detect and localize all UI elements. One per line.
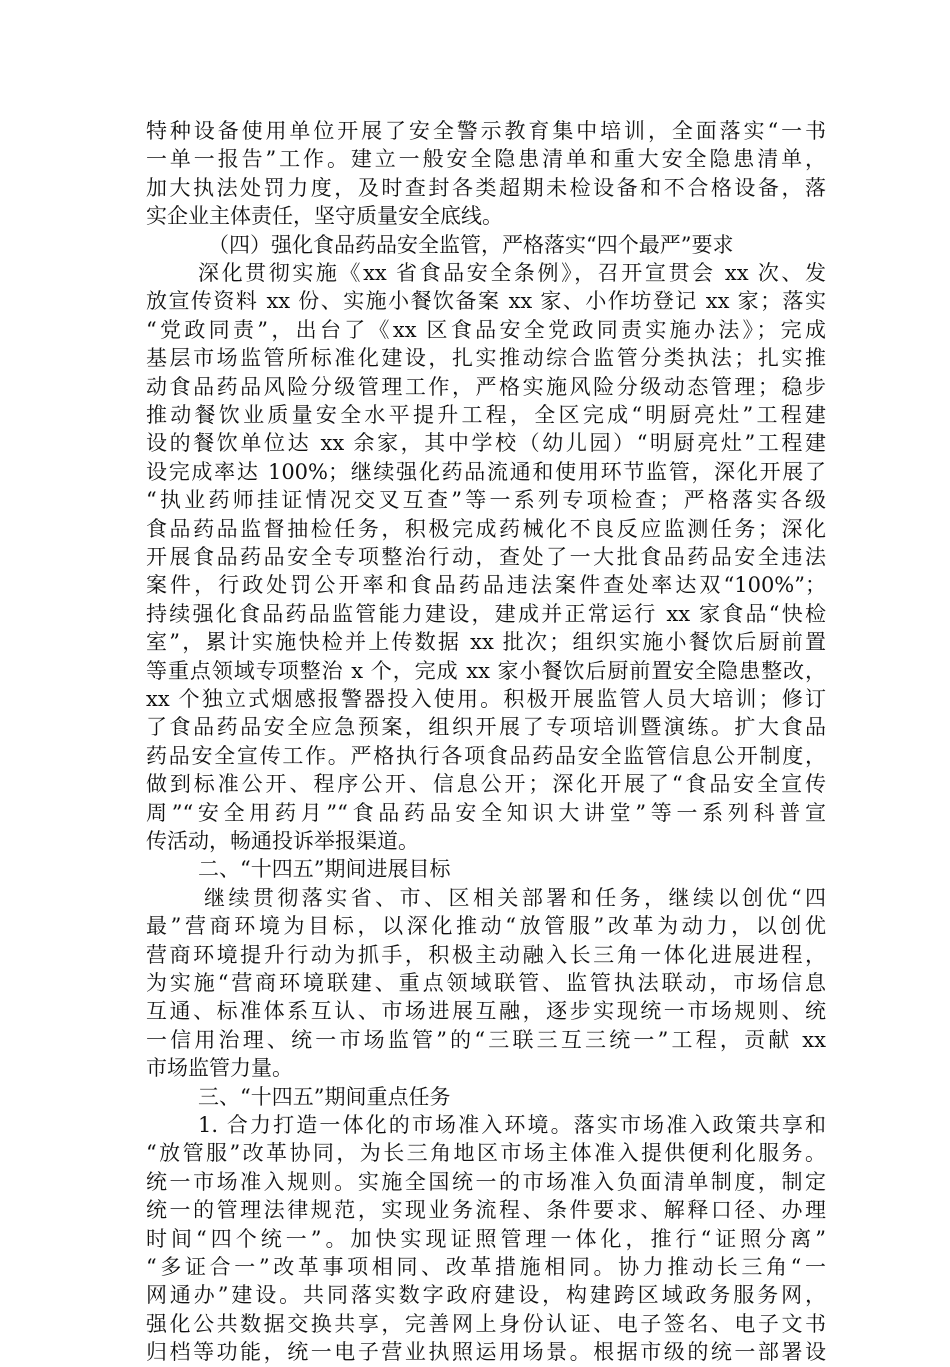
text-line: 归档等功能，统一电子营业执照运用场景。根据市级的统一部署设 bbox=[146, 1340, 826, 1364]
text-line: 食品药品监督抽检任务，积极完成药械化不良反应监测任务；深化 bbox=[146, 517, 826, 541]
section-heading: （四）强化食品药品安全监管，严格落实“四个最严”要求 bbox=[208, 233, 734, 257]
text-line: “多证合一”改革事项相同、改革措施相同。协力推动长三角“一 bbox=[146, 1255, 826, 1279]
text-line: 时间“四个统一”。加快实现证照管理一体化，推行“证照分离” bbox=[146, 1227, 826, 1251]
text-line: 放宣传资料 xx 份、实施小餐饮备案 xx 家、小作坊登记 xx 家；落实 bbox=[146, 289, 826, 313]
text-line: 营商环境提升行动为抓手，积极主动融入长三角一体化进展进程， bbox=[146, 943, 826, 967]
text-line: 等重点领域专项整治 x 个，完成 xx 家小餐饮后厨前置安全隐患整改， bbox=[146, 659, 826, 683]
text-line: 加大执法处罚力度，及时查封各类超期未检设备和不合格设备，落 bbox=[146, 176, 826, 200]
text-line: 实企业主体责任，坚守质量安全底线。 bbox=[146, 204, 503, 228]
text-line: 1. 合力打造一体化的市场准入环境。落实市场准入政策共享和 bbox=[198, 1113, 826, 1137]
text-line: 做到标准公开、程序公开、信息公开；深化开展了“食品安全宣传 bbox=[146, 772, 826, 796]
text-line: 统一市场准入规则。实施全国统一的市场准入负面清单制度，制定 bbox=[146, 1170, 826, 1194]
section-heading: 三、“十四五”期间重点任务 bbox=[198, 1085, 451, 1109]
text-line: 了食品药品安全应急预案，组织开展了专项培训暨演练。扩大食品 bbox=[146, 715, 826, 739]
text-line: 基层市场监管所标准化建设，扎实推动综合监管分类执法；扎实推 bbox=[146, 346, 826, 370]
text-line: 案件，行政处罚公开率和食品药品违法案件查处率达双“100%”； bbox=[146, 573, 826, 597]
text-line: “放管服”改革协同，为长三角地区市场主体准入提供便利化服务。 bbox=[146, 1141, 826, 1165]
section-heading: 二、“十四五”期间进展目标 bbox=[198, 857, 451, 881]
text-line: 最”营商环境为目标，以深化推动“放管服”改革为动力，以创优 bbox=[146, 914, 826, 938]
text-line: 药品安全宣传工作。严格执行各项食品药品安全监管信息公开制度， bbox=[146, 744, 826, 768]
text-line: 持续强化食品药品监管能力建设，建成并正常运行 xx 家食品“快检 bbox=[146, 602, 826, 626]
text-line: 动食品药品风险分级管理工作，严格实施风险分级动态管理；稳步 bbox=[146, 375, 826, 399]
text-line: 周”“安全用药月”“食品药品安全知识大讲堂”等一系列科普宣 bbox=[146, 801, 826, 825]
text-line: 设的餐饮单位达 xx 余家，其中学校（幼儿园）“明厨亮灶”工程建 bbox=[146, 431, 826, 455]
text-line: 互通、标准体系互认、市场进展互融，逐步实现统一市场规则、统 bbox=[146, 999, 826, 1023]
text-line: “执业药师挂证情况交叉互查”等一系列专项检查；严格落实各级 bbox=[146, 488, 826, 512]
text-line: 为实施“营商环境联建、重点领域联管、监管执法联动，市场信息 bbox=[146, 971, 826, 995]
text-line: 室”，累计实施快检并上传数据 xx 批次；组织实施小餐饮后厨前置 bbox=[146, 630, 826, 654]
text-line: 特种设备使用单位开展了安全警示教育集中培训，全面落实“一书 bbox=[146, 119, 826, 143]
text-line: 强化公共数据交换共享，完善网上身份认证、电子签名、电子文书 bbox=[146, 1312, 826, 1336]
text-line: 推动餐饮业质量安全水平提升工程，全区完成“明厨亮灶”工程建 bbox=[146, 403, 826, 427]
text-line: 市场监管力量。 bbox=[146, 1056, 293, 1080]
text-line: “党政同责”，出台了《xx 区食品安全党政同责实施办法》；完成 bbox=[146, 318, 826, 342]
text-line: 传活动，畅通投诉举报渠道。 bbox=[146, 829, 419, 853]
text-line: 一单一报告”工作。建立一般安全隐患清单和重大安全隐患清单， bbox=[146, 147, 826, 171]
text-line: 继续贯彻落实省、市、区相关部署和任务，继续以创优“四 bbox=[204, 886, 826, 910]
text-line: 一信用治理、统一市场监管”的“三联三互三统一”工程，贡献 xx bbox=[146, 1028, 826, 1052]
text-line: 统一的管理法律规范，实现业务流程、条件要求、解释口径、办理 bbox=[146, 1198, 826, 1222]
text-line: 设完成率达 100%；继续强化药品流通和使用环节监管，深化开展了 bbox=[146, 460, 826, 484]
text-line: xx 个独立式烟感报警器投入使用。积极开展监管人员大培训；修订 bbox=[146, 687, 826, 711]
text-line: 网通办”建设。共同落实数字政府建设，构建跨区域政务服务网， bbox=[146, 1283, 826, 1307]
text-line: 开展食品药品安全专项整治行动，查处了一大批食品药品安全违法 bbox=[146, 545, 826, 569]
text-line: 深化贯彻实施《xx 省食品安全条例》，召开宣贯会 xx 次、发 bbox=[198, 261, 826, 285]
